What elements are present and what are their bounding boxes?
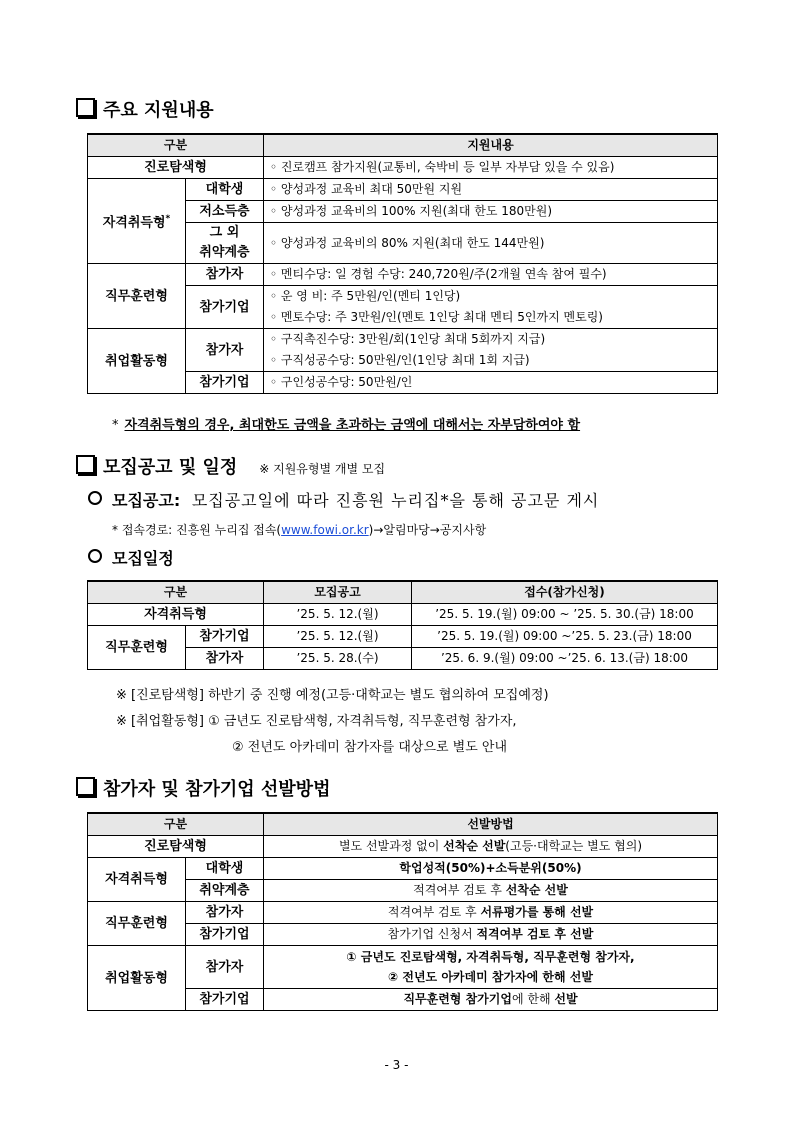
- sel-train-company-method: 참가기업 신청서 적격여부 검토 후 선발: [264, 924, 718, 946]
- section2-heading: [76, 453, 385, 479]
- sel-cat-job: 취업활동형: [88, 946, 186, 1011]
- schedule-note-2: ※ [취업활동형] ① 금년도 진로탐색형, 자격취득형, 직무훈련형 참가자,: [116, 714, 517, 729]
- sched-cert-apply: ’25. 5. 19.(월) 09:00 ~ ’25. 5. 30.(금) 18:00: [412, 604, 718, 626]
- sel-sub-job-participant: 참가자: [186, 946, 264, 989]
- content-univ: ◦ 양성과정 교육비 최대 50만원 지원: [264, 179, 718, 201]
- sub-job-participant: 참가자: [186, 329, 264, 372]
- content-lowinc: ◦ 양성과정 교육비의 100% 지원(최대 한도 180만원): [264, 201, 718, 223]
- sel-job-participant-method: ① 금년도 진로탐색형, 자격취득형, 직무훈련형 참가자, ② 전년도 아카데미 참가자에 한해 선발: [264, 946, 718, 989]
- sel-job-company-method: 직무훈련형 참가기업에 한해 선발: [264, 989, 718, 1011]
- sub-vuln: 그 외 취약계층: [186, 223, 264, 264]
- sel-vuln-method: 적격여부 검토 후 선착순 선발: [264, 880, 718, 902]
- sel-cat-cert: 자격취득형: [88, 858, 186, 902]
- selection-table: [87, 812, 718, 1011]
- header-category: 구분: [88, 134, 264, 157]
- sub-lowinc: 저소득층: [186, 201, 264, 223]
- header-notice: 모집공고: [264, 581, 412, 604]
- header-support: 지원내용: [264, 134, 718, 157]
- content-train-company-1: ◦ 운 영 비: 주 5만원/인(멘티 1인당): [264, 286, 718, 308]
- page-number: - 3 -: [384, 1058, 409, 1072]
- content-train-company-2: ◦ 멘토수당: 주 3만원/인(멘토 1인당 최대 멘티 5인까지 멘토링): [264, 307, 718, 329]
- checkbox-square-icon: [76, 777, 95, 796]
- sel-explore-method: 별도 선발과정 없이 선착순 선발(고등·대학교는 별도 협의): [264, 836, 718, 858]
- sel-sub-job-company: 참가기업: [186, 989, 264, 1011]
- sched-cat-train: 직무훈련형: [88, 626, 186, 670]
- cat-job: 취업활동형: [88, 329, 186, 394]
- sched-sub-participant: 참가자: [186, 648, 264, 670]
- checkbox-square-icon: [76, 98, 95, 117]
- sched-participant-apply: ’25. 6. 9.(월) 09:00 ~’25. 6. 13.(금) 18:00: [412, 648, 718, 670]
- header-category: 구분: [88, 581, 264, 604]
- sched-cat-cert: 자격취득형: [88, 604, 264, 626]
- sched-sub-company: 참가기업: [186, 626, 264, 648]
- sel-cat-explore: 진로탐색형: [88, 836, 264, 858]
- recruit-notice: 모집공고: 모집공고일에 따라 진흥원 누리집*을 통해 공고문 게시: [88, 488, 599, 511]
- section1-heading: [76, 96, 214, 122]
- sched-company-apply: ’25. 5. 19.(월) 09:00 ~’25. 5. 23.(금) 18:00: [412, 626, 718, 648]
- header-category: 구분: [88, 813, 264, 836]
- section3-title: 참가자 및 참가기업 선발방법: [103, 779, 331, 800]
- schedule-note-3: ② 전년도 아카데미 참가자를 대상으로 별도 안내: [232, 740, 508, 755]
- sel-sub-train-company: 참가기업: [186, 924, 264, 946]
- circle-bullet-icon: [88, 549, 102, 563]
- header-apply: 접수(참가신청): [412, 581, 718, 604]
- sel-sub-train-participant: 참가자: [186, 902, 264, 924]
- content-job-participant-2: ◦ 구직성공수당: 50만원/인(1인당 최대 1회 지급): [264, 350, 718, 372]
- section2-note: ※ 지원유형별 개별 모집: [259, 462, 386, 476]
- schedule-table: [87, 580, 718, 670]
- content-train-participant: ◦ 멘티수당: 일 경험 수당: 240,720원/주(2개월 연속 참여 필수): [264, 264, 718, 286]
- content-explore: ◦ 진로캠프 참가지원(교통비, 숙박비 등 일부 자부담 있을 수 있음): [264, 157, 718, 179]
- content-vuln: ◦ 양성과정 교육비의 80% 지원(최대 한도 144만원): [264, 223, 718, 264]
- sub-train-participant: 참가자: [186, 264, 264, 286]
- section3-heading: [76, 775, 330, 801]
- schedule-note-1: ※ [진로탐색형] 하반기 중 진행 예정(고등·대학교는 별도 협의하여 모집예정): [116, 688, 549, 703]
- sched-participant-notice: ’25. 5. 28.(수): [264, 648, 412, 670]
- section1-footnote: * 자격취득형의 경우, 최대한도 금액을 초과하는 금액에 대해서는 자부담하여야 함: [112, 418, 581, 433]
- homepage-link[interactable]: www.fowi.or.kr: [281, 523, 369, 537]
- circle-bullet-icon: [88, 491, 102, 505]
- checkbox-square-icon: [76, 455, 95, 474]
- sel-train-participant-method: 적격여부 검토 후 서류평가를 통해 선발: [264, 902, 718, 924]
- sel-univ-method: 학업성적(50%)+소득분위(50%): [264, 858, 718, 880]
- sub-job-company: 참가기업: [186, 372, 264, 394]
- support-table: [87, 133, 718, 394]
- header-method: 선발방법: [264, 813, 718, 836]
- sel-cat-train: 직무훈련형: [88, 902, 186, 946]
- cat-cert: 자격취득형*: [88, 179, 186, 264]
- content-job-participant-1: ◦ 구직촉진수당: 3만원/회(1인당 최대 5회까지 지급): [264, 329, 718, 351]
- cat-explore: 진로탐색형: [88, 157, 264, 179]
- schedule-heading: 모집일정: [88, 546, 174, 569]
- section1-title: 주요 지원내용: [103, 100, 214, 121]
- sched-cert-notice: ’25. 5. 12.(월): [264, 604, 412, 626]
- access-path: * 접속경로: 진흥원 누리집 접속(www.fowi.or.kr)→알림마당→공지사항: [112, 523, 487, 537]
- sub-train-company: 참가기업: [186, 286, 264, 329]
- sub-univ: 대학생: [186, 179, 264, 201]
- section2-title: 모집공고 및 일정: [103, 457, 238, 478]
- content-job-company: ◦ 구인성공수당: 50만원/인: [264, 372, 718, 394]
- sched-company-notice: ’25. 5. 12.(월): [264, 626, 412, 648]
- cat-train: 직무훈련형: [88, 264, 186, 329]
- recruit-text: 모집공고일에 따라 진흥원 누리집*을 통해 공고문 게시: [191, 491, 600, 510]
- sel-sub-univ: 대학생: [186, 858, 264, 880]
- sel-sub-vuln: 취약계층: [186, 880, 264, 902]
